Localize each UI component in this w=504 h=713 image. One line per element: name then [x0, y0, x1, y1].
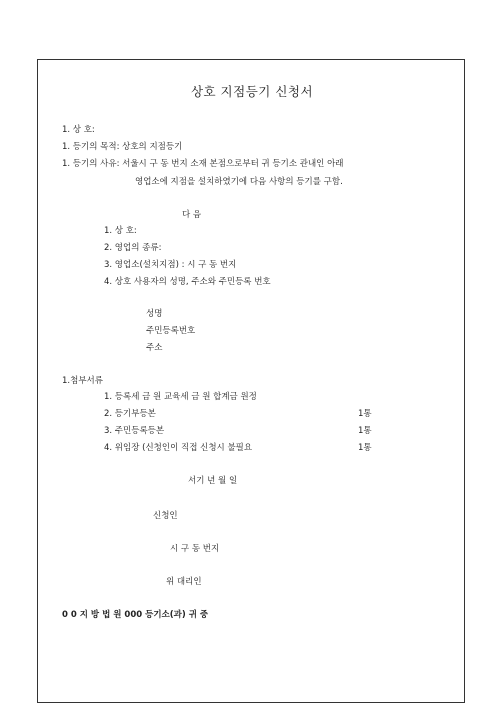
user-address-label: 주소	[146, 343, 163, 353]
date-line: 서기 년 월 일	[188, 476, 238, 486]
header-purpose: 1. 등기의 목적: 상호의 지점등기	[62, 142, 183, 152]
court-footer: 0 0 지 방 법 원 000 등기소(과) 귀 중	[62, 610, 209, 620]
applicant-address-line: 시 구 동 번지	[170, 544, 220, 554]
header-cause-line2: 영업소에 지점을 설치하였기에 다음 사항의 등기를 구함.	[135, 177, 343, 187]
header-cause-line1: 1. 등기의 사유: 서울시 구 동 번지 소재 본점으로부터 귀 등기소 관내인 아래	[62, 159, 344, 169]
attachment-row-registry: 2. 등기부등본	[104, 409, 156, 419]
attachment-row-fees: 1. 등록세 금 원 교육세 금 원 합계금 원정	[104, 392, 257, 402]
item-business-type: 2. 영업의 종류:	[104, 243, 162, 253]
item-office: 3. 영업소(설치지점) : 시 구 동 번지	[104, 260, 237, 270]
attachments-heading: 1.첨부서류	[62, 376, 103, 386]
user-name-label: 성명	[146, 309, 163, 319]
item-user-info: 4. 상호 사용자의 성명, 주소와 주민등록 번호	[104, 277, 271, 287]
applicant-label: 신청인	[153, 511, 178, 521]
attachment-row-resident-count: 1통	[358, 426, 372, 436]
agent-label: 위 대리인	[166, 577, 202, 587]
below-heading: 다 음	[182, 210, 202, 220]
document-title: 상호 지점등기 신청서	[190, 84, 314, 99]
header-trade-name: 1. 상 호:	[62, 125, 95, 135]
attachment-row-registry-count: 1통	[358, 409, 372, 419]
attachment-row-proxy: 4. 위임장 (신청인이 직접 신청시 불필요	[104, 443, 253, 453]
user-resident-number-label: 주민등록번호	[146, 326, 196, 336]
attachment-row-proxy-count: 1통	[358, 443, 372, 453]
item-trade-name: 1. 상 호:	[104, 226, 137, 236]
attachment-row-resident: 3. 주민등록등본	[104, 426, 165, 436]
